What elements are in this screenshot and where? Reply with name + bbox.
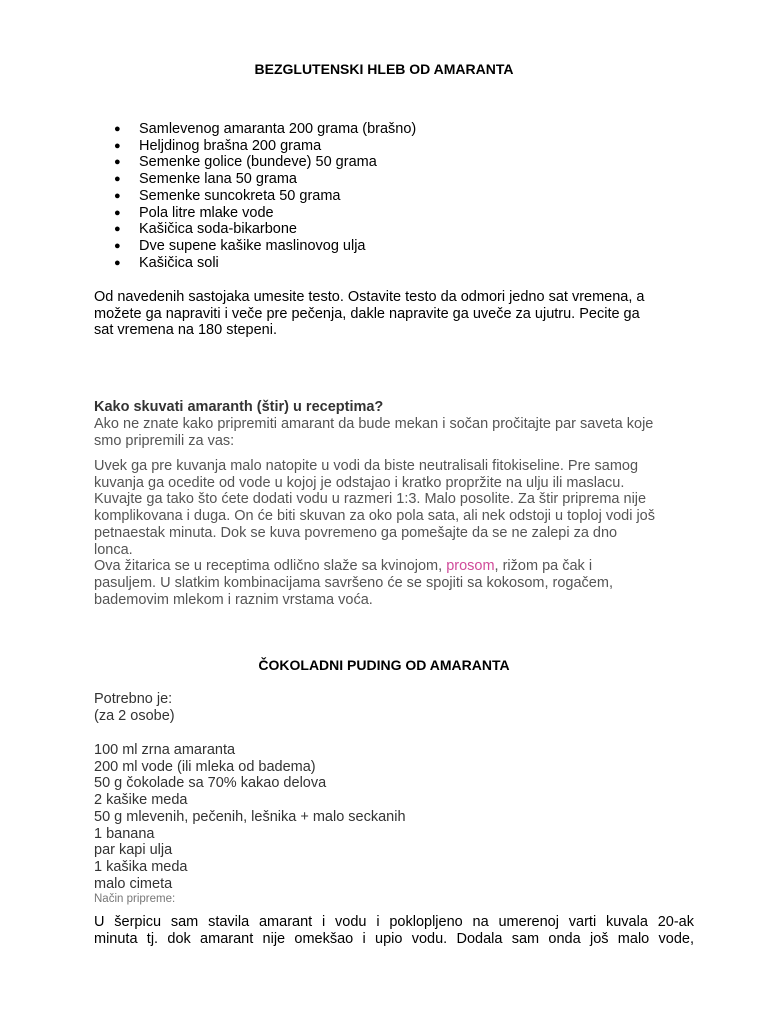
list-item: 1 banana bbox=[94, 825, 155, 842]
text-fragment: , rižom pa čak i bbox=[494, 558, 593, 575]
ingredient-text: Semenke lana 50 grama bbox=[139, 171, 297, 188]
list-item: 100 ml zrna amaranta bbox=[94, 742, 236, 758]
recipe1-title: BEZGLUTENSKI HLEB OD AMARANTA bbox=[254, 61, 514, 77]
text-line: Potrebno je: bbox=[94, 691, 173, 707]
bullet-icon: ● bbox=[114, 173, 121, 186]
pairing-line bbox=[94, 558, 694, 575]
bullet-icon: ● bbox=[114, 156, 121, 169]
ingredient-text: Semenke golice (bundeve) 50 grama bbox=[139, 154, 377, 171]
ingredient-text: Kašičica soda-bikarbone bbox=[139, 221, 297, 238]
list-item: 1 kašika meda bbox=[94, 858, 188, 875]
text-line: komplikovana i duga. On će biti skuvan za oko pola sata, ali nek odstoji u toplој vodi još bbox=[94, 508, 655, 525]
list-item bbox=[94, 154, 416, 171]
list-item: par kapi ulja bbox=[94, 842, 173, 859]
ingredient-text: Heljdinog brašna 200 grama bbox=[139, 137, 322, 154]
recipe1-ingredient-list bbox=[94, 121, 416, 271]
prosom-link[interactable]: prosom bbox=[446, 558, 495, 575]
list-item bbox=[94, 221, 416, 238]
list-item: malo cimeta bbox=[94, 875, 173, 892]
ingredient-text: Semenke suncokreta 50 grama bbox=[139, 187, 341, 204]
ingredient-text: Pola litre mlake vode bbox=[139, 204, 274, 221]
bullet-icon: ● bbox=[114, 223, 121, 236]
text-line: Kuvajte ga tako što ćete dodati vodu u razmeri 1:3. Malo posolite. Za štir priprema nije bbox=[94, 491, 647, 508]
ingredient-text: Samlevenog amaranta 200 grama (brašno) bbox=[139, 121, 417, 137]
text-line: U šerpicu sam stavila amarant i vodu i poklopljeno na umerenoj varti kuvala 20-ak bbox=[94, 914, 694, 930]
text-line: pasuljem. U slatkim kombinacijama savršeno će se spojiti sa kokosom, rogačem, bbox=[94, 574, 613, 591]
text-fragment: Ova žitarica se u receptima odlično slaže sa kvinojom, bbox=[94, 558, 447, 575]
text-line: lonca. bbox=[94, 541, 133, 558]
tips-intro bbox=[94, 416, 694, 449]
list-item bbox=[94, 255, 416, 272]
text-line: Od navedenih sastojaka umesite testo. Ostavite testo da odmori jedno sat vremena, a bbox=[94, 289, 645, 305]
recipe2-title: ČOKOLADNI PUDING OD AMARANTA bbox=[258, 657, 510, 673]
bullet-icon: ● bbox=[114, 206, 121, 219]
tips-body bbox=[94, 458, 694, 608]
method-label: Način pripreme: bbox=[94, 893, 176, 905]
ingredient-text: Kašičica soli bbox=[139, 254, 219, 271]
recipe2-method bbox=[94, 914, 694, 947]
recipe2-ingredient-list bbox=[94, 742, 406, 892]
list-item: 50 g mlevenih, pečenih, lešnika + malo seckanih bbox=[94, 808, 406, 825]
list-item bbox=[94, 188, 416, 205]
list-item: 200 ml vode (ili mleka od badema) bbox=[94, 758, 316, 775]
recipe1-instructions bbox=[94, 289, 694, 339]
bullet-icon: ● bbox=[114, 139, 121, 152]
text-line: minuta tj. dok amarant nije omekšao i upio vodu. Dodala sam onda još malo vode, bbox=[94, 930, 694, 947]
text-line: Ako ne znate kako pripremiti amarant da bude mekan i sočan pročitajte par saveta koje bbox=[94, 416, 654, 432]
bullet-icon: ● bbox=[114, 256, 121, 269]
text-line: Uvek ga pre kuvanja malo natopite u vodi da biste neutralisali fitokiseline. Pre samog bbox=[94, 458, 639, 474]
text-line: kuvanja ga ocedite od vode u kojoj je odstajao i kratko propržite na ulju ili maslacu. bbox=[94, 474, 625, 491]
bullet-icon: ● bbox=[114, 189, 121, 202]
list-item bbox=[94, 138, 416, 155]
text-line: smo pripremili za vas: bbox=[94, 432, 235, 449]
list-item bbox=[94, 238, 416, 255]
tips-heading: Kako skuvati amaranth (štir) u receptima? bbox=[94, 399, 384, 415]
list-item bbox=[94, 171, 416, 188]
text-line: sat vremena na 180 stepeni. bbox=[94, 322, 277, 339]
list-item bbox=[94, 205, 416, 222]
text-line: bademovim mlekom i raznim vrstama voća. bbox=[94, 591, 373, 608]
bullet-icon: ● bbox=[114, 123, 121, 135]
list-item: 2 kašike meda bbox=[94, 792, 188, 809]
ingredient-text: Dve supene kašike maslinovog ulja bbox=[139, 237, 366, 254]
text-line: možete ga napraviti i veče pre pečenja, dakle napravite ga uveče za ujutru. Pecite ga bbox=[94, 305, 640, 322]
bullet-icon: ● bbox=[114, 239, 121, 252]
list-item bbox=[94, 121, 416, 138]
list-item: 50 g čokolade sa 70% kakao delova bbox=[94, 775, 327, 792]
text-line: petnaestak minuta. Dok se kuva povremeno ga pomešajte da se ne zalepi za dno bbox=[94, 524, 618, 541]
recipe2-needed bbox=[94, 691, 175, 724]
text-line: (za 2 osobe) bbox=[94, 707, 175, 724]
